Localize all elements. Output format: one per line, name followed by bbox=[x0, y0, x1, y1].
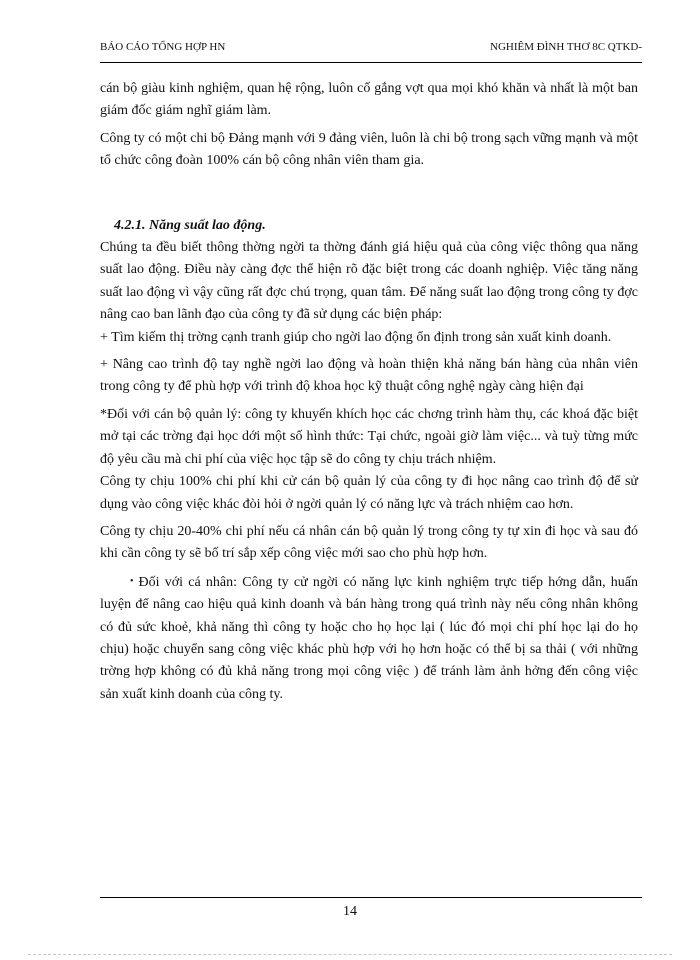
footer-rule bbox=[100, 897, 642, 898]
page-header bbox=[100, 40, 642, 63]
body-paragraph: + Nâng cao trình độ tay nghề ngời lao động và hoàn thiện khả năng bán hàng của nhân viên trong công ty để phù hợp với trình độ khoa học kỹ thuật công nghệ ngày càng hiện đại bbox=[100, 357, 638, 395]
header-right-title: NGHIÊM ĐÌNH THƠ 8C QTKD- bbox=[490, 41, 642, 53]
body-paragraph: cán bộ giàu kinh nghiệm, quan hệ rộng, luôn cố gắng vợt qua mọi khó khăn và nhất là một ban giám đốc giám nghĩ giám làm. bbox=[100, 81, 638, 119]
body-paragraph: Chúng ta đều biết thông thờng ngời ta thờng đánh giá hiệu quả của công việc thông qua năng suất lao động. Điều này càng đợc thể hiện rõ đặc biệt trong các doanh nghiệp. Việc tăng năng suất lao động vì vậy cũng rất đợc chú trọng, quan tâm. Để năng suất lao động trong công ty đợc nâng cao ban lãnh đạo của công ty đã sử dụng các biện pháp: bbox=[100, 240, 638, 323]
page-break-line bbox=[28, 954, 672, 955]
body-paragraph: + Tìm kiếm thị trờng cạnh tranh giúp cho ngời lao động ổn định trong sản xuất kinh doanh. bbox=[100, 329, 612, 345]
header-left-title: BÁO CÁO TỔNG HỢP HN bbox=[100, 41, 226, 53]
section-heading: 4.2.1. Năng suất lao động. bbox=[114, 217, 266, 233]
body-paragraph: Công ty chịu 20-40% chi phí nếu cá nhân cán bộ quản lý trong công ty tự xin đi học và sau đó khi cần công ty sẽ bố trí sắp xếp công việc mới sao cho phù hợp hơn. bbox=[100, 523, 638, 562]
body-paragraph: Công ty có một chi bộ Đảng mạnh với 9 đảng viên, luôn là chi bộ trong sạch vững mạnh và một tổ chức công đoàn 100% cán bộ công nhân viên tham gia. bbox=[100, 130, 638, 169]
bullet-text: Đối với cá nhân: Công ty cử ngời có năng lực kinh nghiệm trực tiếp hớng dẫn, huấn luyện để nâng cao hiệu quả kinh doanh và bán hàng trong quá trình này nếu công nhân không có đủ sức khoẻ, khả năng thì công ty hoặc cho họ học lại ( lúc đó mọi chi phí học lại do họ chịu) hoặc chuyển sang công việc khác phù hợp với họ hơn hoặc có thể bị sa thải ( với những trờng hợp không có đủ khả năng trong mọi công việc ) để tránh làm ảnh hởng đến công việc sản xuất kinh doanh của công ty. bbox=[100, 574, 638, 702]
bullet-icon: • bbox=[130, 575, 134, 587]
body-paragraph: *Đối với cán bộ quản lý: công ty khuyến khích học các chơng trình hàm thụ, các khoá đặc biệt mở tại các trờng đại học dới một số hình thức: Tại chức, ngoài giờ làm việc... và tuỳ từng mức độ yêu cầu mà chi phí của việc học tập sẽ do công ty chịu trách nhiệm. bbox=[100, 406, 638, 467]
bullet-paragraph bbox=[100, 571, 638, 706]
page-number: 14 bbox=[343, 904, 357, 919]
document-body bbox=[100, 78, 638, 706]
body-paragraph: Công ty chịu 100% chi phí khi cử cán bộ quản lý của công ty đi học nâng cao trình độ để sử dụng vào công việc khác đòi hỏi ở ngời quản lý có năng lực và trách nhiệm cao hơn. bbox=[100, 474, 638, 512]
